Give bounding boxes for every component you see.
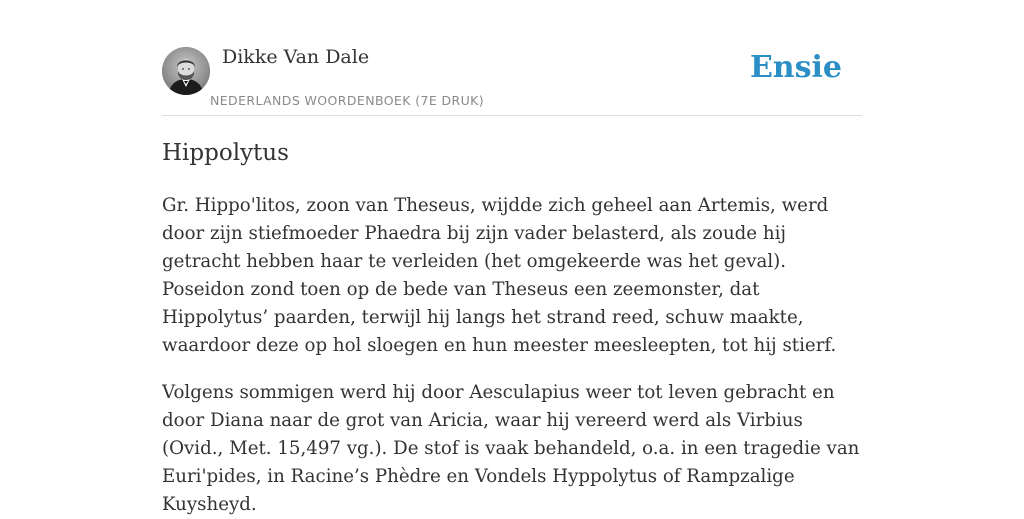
entry-paragraph: Gr. Hippo'litos, zoon van Theseus, wijdde zich geheel aan Artemis, werd door zijn stiefmoeder Phaedra bij zijn vader belasterd, als zoude hij getracht hebben haar te verleiden (het omgekeerde was het geval). Poseidon zond toen op de bede van Theseus een zeemonster, dat Hippolytus’ paarden, terwijl hij langs het strand reed, schuw maakte, waardoor deze op hol sloegen en hun meester meesleepten, tot hij stierf. [162,195,837,356]
author-name[interactable]: Dikke Van Dale [222,46,370,68]
brand-logo[interactable]: Ensie [749,50,842,85]
entry-title: Hippolytus [162,140,289,166]
entry-header [162,0,862,116]
entry-card [162,0,862,515]
entry-paragraph: Volgens sommigen werd hij door Aesculapius weer tot leven gebracht en door Diana naar de grot van Aricia, waar hij vereerd werd als Virbius (Ovid., Met. 15,497 vg.). De stof is vaak behandeld, o.a. in een tragedie van Euri'pides, in Racine’s Phèdre en Vondels Hyppolytus of Rampzalige Kuysheyd. [162,382,860,515]
author-avatar[interactable] [162,47,210,95]
source-label[interactable]: NEDERLANDS WOORDENBOEK (7E DRUK) [210,93,485,108]
portrait-photo-icon [162,47,210,95]
